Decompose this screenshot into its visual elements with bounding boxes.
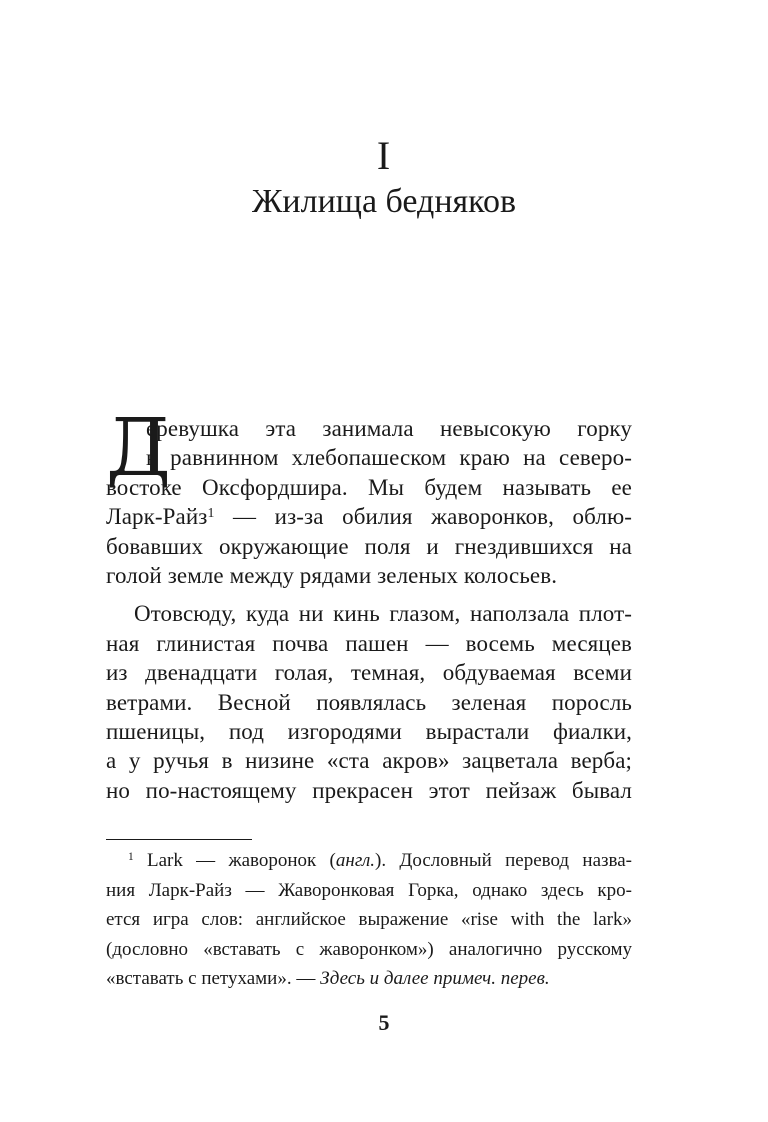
- text-fragment: — из-за обилия жаворонков, облю-: [214, 504, 632, 530]
- footnote-line: ется игра слов: английское выражение «rise with the lark»: [106, 909, 632, 931]
- text-line: пшеницы, под изгородями вырастали фиалки,: [106, 718, 632, 744]
- text-line: [106, 502, 632, 531]
- footnote-marker: 1: [128, 850, 134, 863]
- body-text: [106, 401, 632, 805]
- text-line: а у ручья в низине «ста акров» зацветала верба;: [106, 748, 632, 774]
- footnote: [106, 846, 632, 994]
- footnote-line: [106, 846, 632, 876]
- text-fragment: Ларк-Райз: [106, 504, 208, 530]
- paragraph-1: [106, 401, 632, 590]
- footnote-line: ния Ларк-Райз — Жаворонковая Горка, однако здесь кро-: [106, 879, 632, 901]
- text-line: но по-настоящему прекрасен этот пейзаж бывал: [106, 777, 632, 803]
- text-line: бовавших окружающие поля и гнездившихся на: [106, 533, 632, 559]
- text-line: из двенадцати голая, темная, обдуваемая всеми: [106, 660, 632, 686]
- text-fragment: англ.: [335, 850, 376, 871]
- text-fragment: «вставать с петухами». —: [106, 968, 321, 990]
- page-number: 5: [378, 1010, 390, 1035]
- footnote-line: (дословно «вставать с жаворонком») аналогично русскому: [106, 938, 632, 960]
- text-line: голой земле между рядами зеленых колосьев.: [106, 562, 558, 588]
- text-line: востоке Оксфордшира. Мы будем называть ее: [106, 474, 632, 500]
- text-line: еревушка эта занимала невысокую горку: [146, 416, 632, 441]
- chapter-number: I: [376, 133, 392, 178]
- text-fragment: Lark — жаворонок (: [133, 850, 336, 871]
- text-fragment: ). Дословный перевод назва-: [375, 850, 632, 871]
- paragraph-2: [106, 599, 632, 805]
- footnote-ref: 1: [207, 504, 215, 520]
- text-fragment: Здесь и далее примеч. перев.: [320, 968, 550, 990]
- drop-cap: Д: [106, 401, 172, 494]
- text-line: Отовсюду, куда ни кинь глазом, наползала плот-: [134, 601, 632, 627]
- text-line: ветрами. Весной появлялась зеленая поросль: [106, 689, 632, 715]
- footnote-line: [106, 964, 632, 994]
- footnote-rule: [106, 839, 252, 840]
- text-line: ная глинистая почва пашен — восемь месяцев: [106, 630, 632, 656]
- chapter-title: Жилища бедняков: [251, 183, 517, 220]
- text-line: в равнинном хлебопашеском краю на северо-: [146, 445, 632, 471]
